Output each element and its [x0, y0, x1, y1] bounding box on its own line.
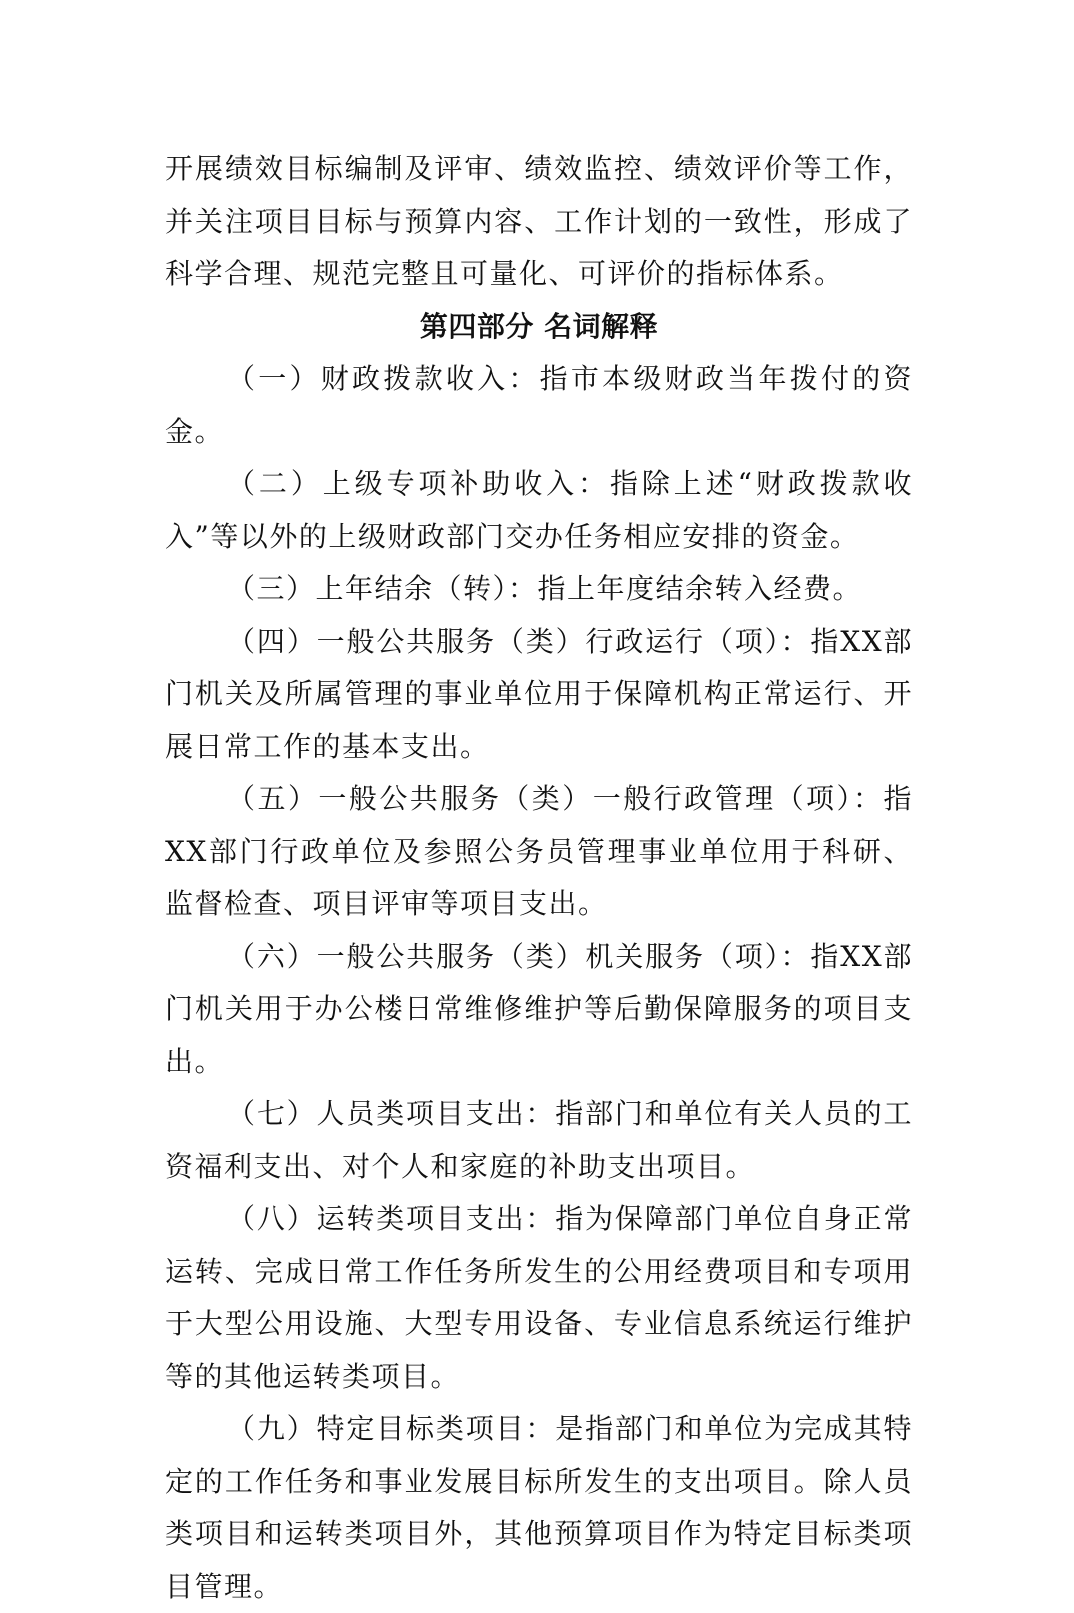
document-body: [165, 143, 913, 1613]
definition-6: （六）一般公共服务（类）机关服务（项）：指XX部门机关用于办公楼日常维修维护等后勤保障服务的项目支出。: [165, 939, 913, 1078]
intro-paragraph: 开展绩效目标编制及评审、绩效监控、绩效评价等工作，并关注项目目标与预算内容、工作计划的一致性，形成了科学合理、规范完整且可量化、可评价的指标体系。: [165, 152, 913, 290]
definition-9: （九）特定目标类项目：是指部门和单位为完成其特定的工作任务和事业发展目标所发生的支出项目。除人员类项目和运转类项目外，其他预算项目作为特定目标类项目管理。: [165, 1412, 913, 1603]
definition-4: （四）一般公共服务（类）行政运行（项）：指XX部门机关及所属管理的事业单位用于保障机构正常运行、开展日常工作的基本支出。: [165, 624, 913, 763]
section-heading: 第四部分 名词解释: [419, 309, 659, 343]
definition-7: （七）人员类项目支出：指部门和单位有关人员的工资福利支出、对个人和家庭的补助支出项目。: [165, 1097, 913, 1183]
definition-2: （二）上级专项补助收入：指除上述“财政拨款收入”等以外的上级财政部门交办任务相应安排的资金。: [165, 467, 913, 553]
definition-8: （八）运转类项目支出：指为保障部门单位自身正常运转、完成日常工作任务所发生的公用经费项目和专项用于大型公用设施、大型专用设备、专业信息系统运行维护等的其他运转类项目。: [165, 1202, 913, 1393]
definition-1: （一）财政拨款收入：指市本级财政当年拨付的资金。: [165, 362, 913, 448]
definition-5: （五）一般公共服务（类）一般行政管理（项）：指XX部门行政单位及参照公务员管理事业单位用于科研、监督检查、项目评审等项目支出。: [165, 782, 913, 920]
definition-3: （三）上年结余（转）：指上年度结余转入经费。: [227, 572, 863, 605]
